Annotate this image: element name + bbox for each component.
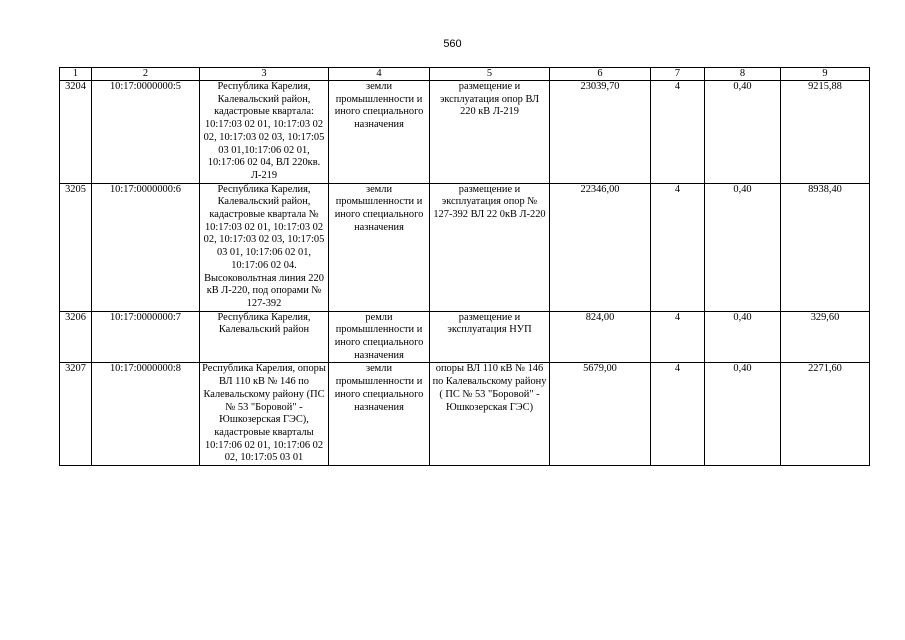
cadastral-number: 10:17:0000000:7 <box>92 311 200 363</box>
column-9-cell: 329,60 <box>781 311 870 363</box>
permitted-use-cell: опоры ВЛ 110 кВ № 146 по Калевальскому району ( ПС № 53 "Боровой" - Юшкозерская ГЭС) <box>430 363 550 466</box>
row-number: 3207 <box>60 363 92 466</box>
land-registry-table <box>59 67 870 466</box>
column-7-cell: 4 <box>651 363 705 466</box>
area-cell: 22346,00 <box>550 183 651 311</box>
column-9-cell: 2271,60 <box>781 363 870 466</box>
row-number: 3206 <box>60 311 92 363</box>
land-category-cell: земли промышленности и иного специального назначения <box>329 183 430 311</box>
area-cell: 824,00 <box>550 311 651 363</box>
row-number: 3205 <box>60 183 92 311</box>
location-cell: Республика Карелия, опоры ВЛ 110 кВ № 146 по Калевальскому району (ПС № 53 "Боровой" - Юшкозерская ГЭС), кадастровые кварталы 10:17:06 02 01, 10:17:06 02 02, 10:17:05 03 01 <box>200 363 329 466</box>
column-header: 9 <box>781 68 870 81</box>
permitted-use-cell: размещение и эксплуатация опор ВЛ 220 кВ Л-219 <box>430 81 550 184</box>
location-cell: Республика Карелия, Калевальский район, кадастровые квартала: 10:17:03 02 01, 10:17:03 02 02, 10:17:03 02 03, 10:17:05 03 01,10:17:06 02 01, 10:17:06 02 04, ВЛ 220кв. Л-219 <box>200 81 329 184</box>
land-category-cell: земли промышленности и иного специального назначения <box>329 81 430 184</box>
cadastral-number: 10:17:0000000:8 <box>92 363 200 466</box>
permitted-use-cell: размещение и эксплуатация опор № 127-392 ВЛ 22 0кВ Л-220 <box>430 183 550 311</box>
cadastral-number: 10:17:0000000:5 <box>92 81 200 184</box>
table-row <box>60 363 870 466</box>
column-header: 4 <box>329 68 430 81</box>
column-7-cell: 4 <box>651 183 705 311</box>
table-row <box>60 311 870 363</box>
land-category-cell: ремли промышленности и иного специального назначения <box>329 311 430 363</box>
location-cell: Республика Карелия, Калевальский район, кадастровые квартала № 10:17:03 02 01, 10:17:03 02 02, 10:17:03 02 03, 10:17:05 03 01, 10:17:06 02 01, 10:17:06 02 04. Высоковольтная линия 220 кВ Л-220, под опорами № 127-392 <box>200 183 329 311</box>
page-number: 560 <box>443 38 462 50</box>
column-header: 3 <box>200 68 329 81</box>
column-8-cell: 0,40 <box>705 81 781 184</box>
column-7-cell: 4 <box>651 81 705 184</box>
cadastral-number: 10:17:0000000:6 <box>92 183 200 311</box>
column-header: 6 <box>550 68 651 81</box>
area-cell: 23039,70 <box>550 81 651 184</box>
table-row <box>60 183 870 311</box>
column-7-cell: 4 <box>651 311 705 363</box>
area-cell: 5679,00 <box>550 363 651 466</box>
column-8-cell: 0,40 <box>705 363 781 466</box>
column-8-cell: 0,40 <box>705 183 781 311</box>
column-header: 1 <box>60 68 92 81</box>
column-header: 5 <box>430 68 550 81</box>
permitted-use-cell: размещение и эксплуатация НУП <box>430 311 550 363</box>
column-header: 2 <box>92 68 200 81</box>
column-8-cell: 0,40 <box>705 311 781 363</box>
land-category-cell: земли промышленности и иного специального назначения <box>329 363 430 466</box>
column-9-cell: 8938,40 <box>781 183 870 311</box>
column-9-cell: 9215,88 <box>781 81 870 184</box>
row-number: 3204 <box>60 81 92 184</box>
column-header: 8 <box>705 68 781 81</box>
table-row <box>60 81 870 184</box>
location-cell: Республика Карелия, Калевальский район <box>200 311 329 363</box>
header-row <box>60 68 870 81</box>
column-header: 7 <box>651 68 705 81</box>
